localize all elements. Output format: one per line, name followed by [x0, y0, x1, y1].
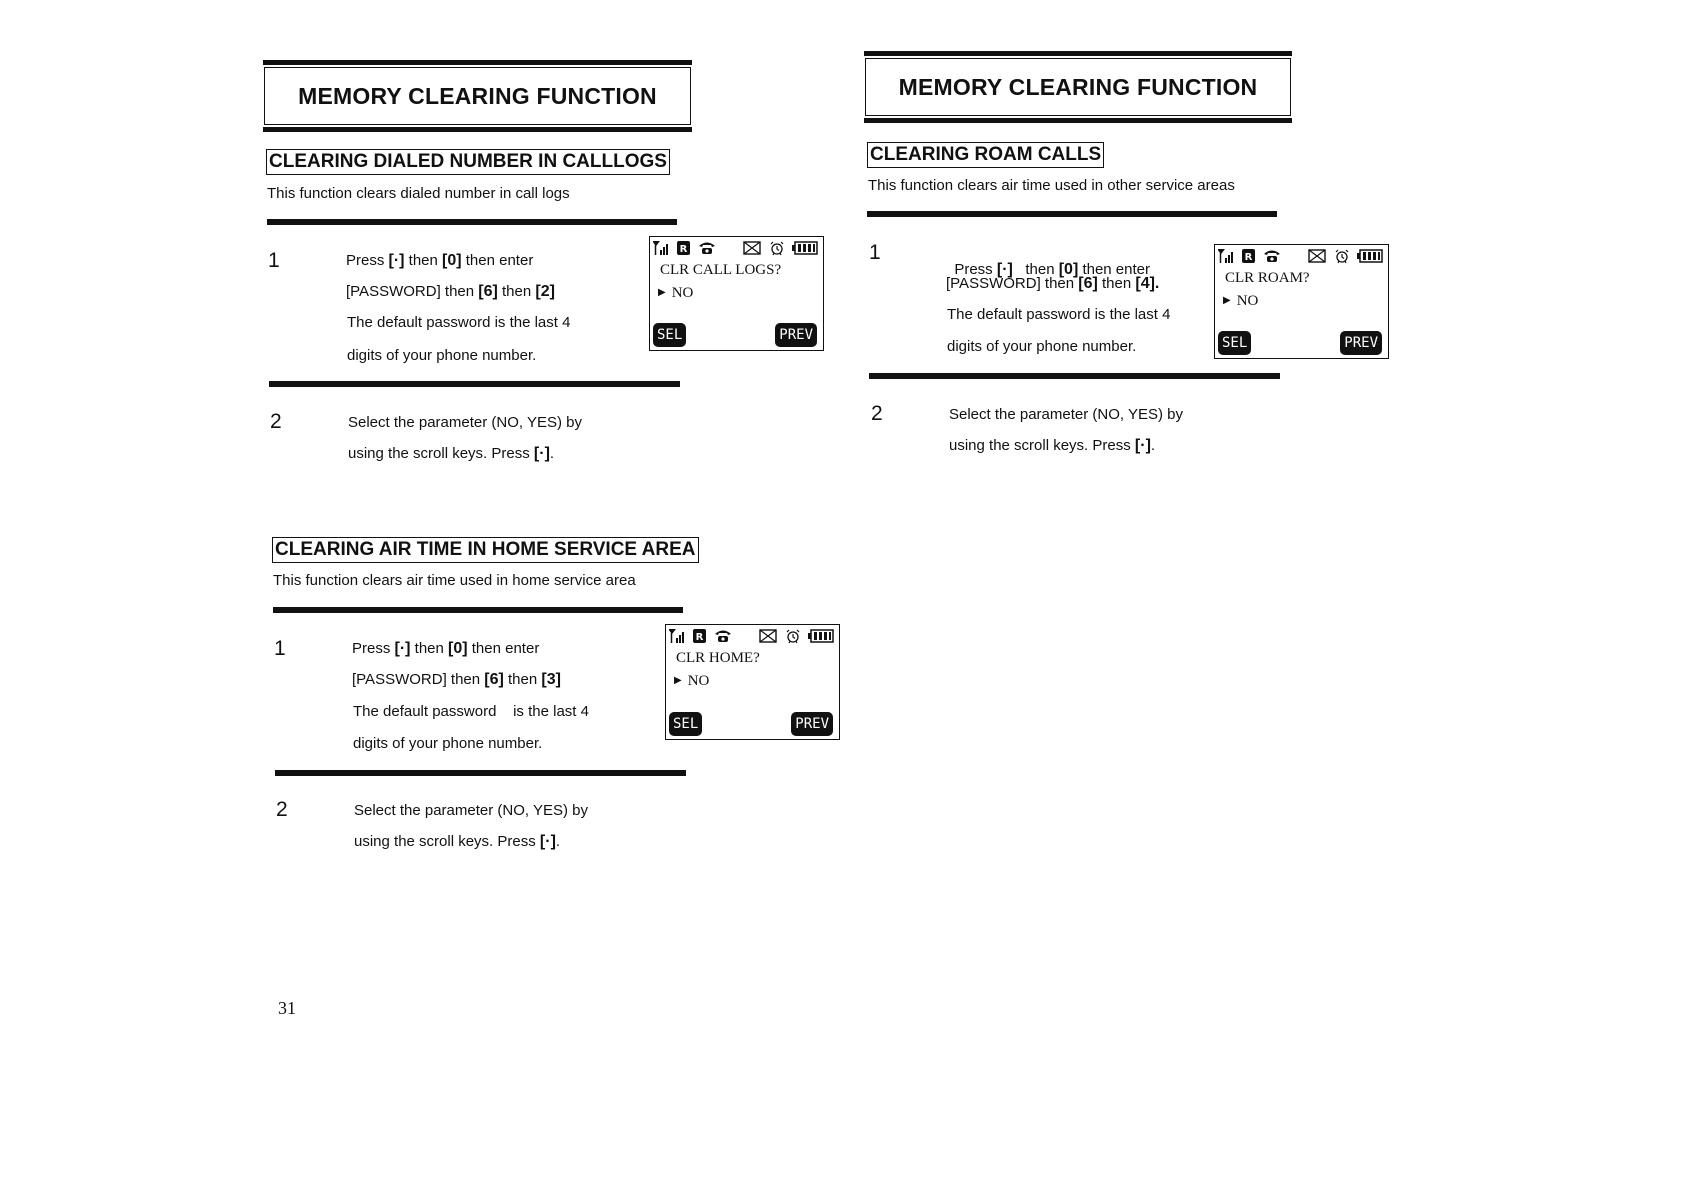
battery-icon [792, 241, 818, 255]
step-instruction-line: [PASSWORD] then [6] then [2] [346, 283, 555, 300]
signal-icon [653, 241, 669, 256]
roaming-r-icon [677, 241, 690, 255]
svg-text:R: R [679, 244, 688, 255]
step-number: 2 [270, 410, 282, 433]
phone-lcd-screen [1214, 244, 1389, 359]
step-instruction-line: Press [·] then [0] then enter [352, 640, 540, 657]
svg-text:R: R [695, 632, 704, 643]
step-number: 1 [869, 241, 881, 264]
divider [867, 211, 1277, 217]
step-instruction-line: Select the parameter (NO, YES) by [348, 414, 582, 431]
status-icons [653, 239, 820, 259]
envelope-icon [759, 629, 777, 643]
roaming-r-icon [693, 629, 706, 643]
section-description: This function clears dialed number in call logs [267, 185, 570, 202]
step-number: 1 [274, 637, 286, 660]
lcd-prompt-text: CLR ROAM? [1225, 270, 1310, 286]
phone-icon [698, 241, 716, 255]
step-instruction-line: The default password is the last 4 [947, 306, 1171, 323]
step-instruction-line: Press [·] then [0] then enter [346, 252, 534, 269]
sel-softkey: SEL [669, 712, 702, 736]
step-instruction-line: The default password is the last 4 [347, 314, 571, 331]
step-instruction-line: digits of your phone number. [347, 347, 537, 364]
step-instruction-line: [PASSWORD] then [6] then [4]. [946, 275, 1160, 292]
left-page-title [264, 67, 691, 125]
step-instruction-line: Select the parameter (NO, YES) by [949, 406, 1183, 423]
step-number: 2 [871, 402, 883, 425]
step-instruction-line: digits of your phone number. [353, 735, 543, 752]
step-instruction-line: Select the parameter (NO, YES) by [354, 802, 588, 819]
lcd-prompt-text: CLR CALL LOGS? [660, 262, 782, 278]
section-heading-roam-calls: CLEARING ROAM CALLS [867, 142, 1104, 168]
lcd-prompt-text: CLR HOME? [676, 650, 760, 666]
prev-softkey: PREV [775, 323, 817, 347]
divider [269, 381, 680, 387]
step-number: 2 [276, 798, 288, 821]
step-instruction-line: Press [·] then [0] then enter [954, 261, 1150, 278]
signal-icon [1218, 249, 1234, 264]
alarm-icon [1334, 249, 1350, 264]
phone-icon [714, 629, 732, 643]
right-page-title-text: MEMORY CLEARING FUNCTION [898, 73, 1258, 100]
section-description: This function clears air time used in other service areas [868, 177, 1235, 194]
phone-icon [1263, 249, 1281, 263]
step-instruction-line: using the scroll keys. Press [·]. [949, 437, 1156, 454]
section-description: This function clears air time used in home service area [273, 572, 636, 589]
phone-lcd-screen [665, 624, 840, 740]
envelope-icon [1308, 249, 1326, 263]
step-instruction-line: [PASSWORD] then [6] then [3] [352, 671, 561, 688]
phone-lcd-screen [649, 236, 824, 351]
alarm-icon [785, 629, 801, 644]
lcd-option: ▶ NO [1223, 293, 1259, 309]
selection-arrow-icon: ▶ [658, 287, 666, 298]
step-instruction-line: digits of your phone number. [947, 338, 1137, 355]
sel-softkey: SEL [653, 323, 686, 347]
svg-text:R: R [1244, 252, 1253, 263]
battery-icon [1357, 249, 1383, 263]
section-heading-home-air-time: CLEARING AIR TIME IN HOME SERVICE AREA [272, 537, 699, 563]
section-heading-dialed-number: CLEARING DIALED NUMBER IN CALLLOGS [266, 149, 670, 175]
step-instruction-line: The default password is the last 4 [353, 703, 589, 720]
right-page-title [865, 58, 1291, 116]
lcd-option: ▶ NO [658, 285, 694, 301]
step-instruction-line: using the scroll keys. Press [·]. [348, 445, 555, 462]
divider [275, 770, 686, 776]
roaming-r-icon [1242, 249, 1255, 263]
envelope-icon [743, 241, 761, 255]
selection-arrow-icon: ▶ [1223, 295, 1231, 306]
alarm-icon [769, 241, 785, 256]
left-page-title-text: MEMORY CLEARING FUNCTION [298, 82, 657, 109]
sel-softkey: SEL [1218, 331, 1251, 355]
step-instruction-line: using the scroll keys. Press [·]. [354, 833, 561, 850]
step-number: 1 [268, 249, 280, 272]
lcd-option: ▶ NO [674, 673, 710, 689]
status-icons [669, 627, 836, 647]
prev-softkey: PREV [1340, 331, 1382, 355]
prev-softkey: PREV [791, 712, 833, 736]
status-icons [1218, 247, 1385, 267]
divider [869, 373, 1280, 379]
selection-arrow-icon: ▶ [674, 675, 682, 686]
battery-icon [808, 629, 834, 643]
divider [267, 219, 677, 225]
signal-icon [669, 629, 685, 644]
page-number: 31 [278, 998, 296, 1018]
divider [273, 607, 683, 613]
